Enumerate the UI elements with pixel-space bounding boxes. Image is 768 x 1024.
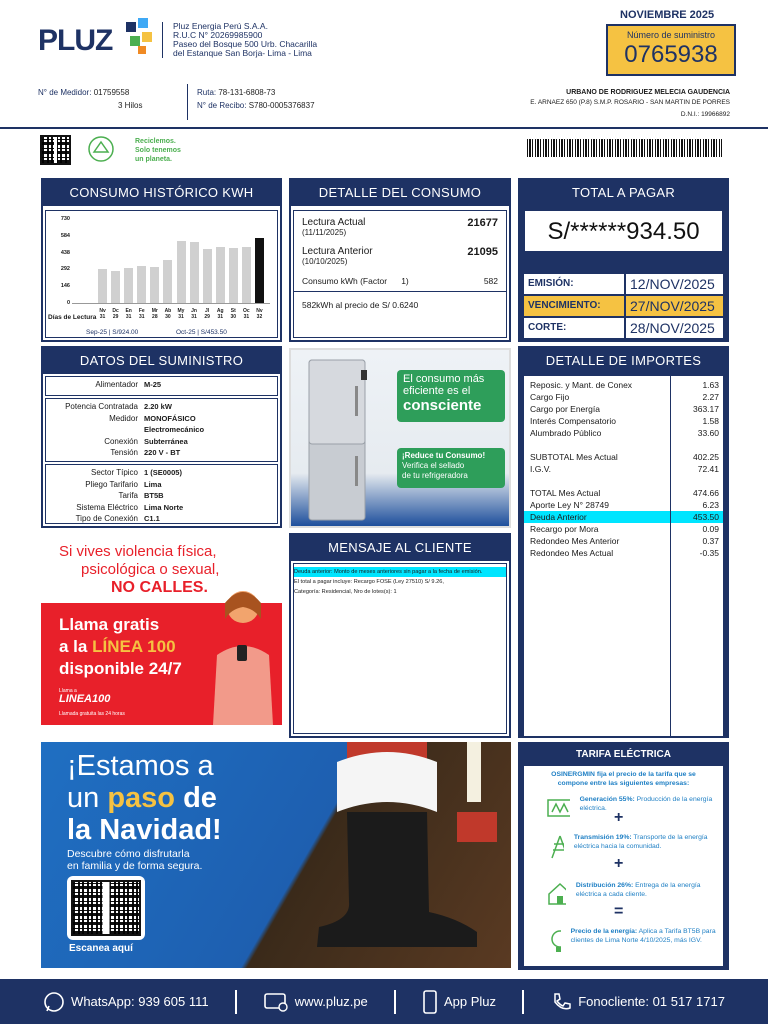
- barcode: [527, 139, 722, 157]
- x-tick-days: 31: [125, 314, 132, 320]
- supply-row-label: [46, 424, 144, 436]
- recycle-line3: un planeta.: [135, 156, 172, 163]
- x-axis-labels: [96, 308, 266, 322]
- x-tick-month: Jl: [205, 308, 210, 314]
- customer-dni: D.N.I.: 19966892: [680, 111, 730, 118]
- chart-bar: [242, 247, 251, 303]
- xmas-line2a: un: [67, 782, 108, 814]
- supply-row-label: Alimentador: [95, 380, 138, 389]
- linea100-logo-sub: Llamada gratuita las 24 horas: [59, 711, 125, 717]
- supply-row: [46, 413, 277, 425]
- import-label: Alumbrado Público: [530, 428, 602, 438]
- fridge-ad: [289, 348, 511, 528]
- fridge-cta-box: [397, 448, 505, 488]
- detail-panel: [289, 178, 511, 342]
- cut-label: CORTE:: [524, 318, 624, 338]
- supply-row-value: 2.20 kW: [144, 402, 172, 411]
- x-tick-label: [240, 308, 253, 320]
- supply-row-value: BT5B: [144, 491, 164, 500]
- emission-label: EMISIÓN:: [524, 274, 624, 294]
- web-icon: [263, 991, 289, 1013]
- supply-row-label: Tarifa: [118, 491, 138, 500]
- recycle-line2: Solo tenemos: [135, 147, 181, 154]
- chart-axis-line: [72, 303, 270, 304]
- previous-reading-label: Lectura Anterior: [302, 246, 373, 257]
- import-label: Redondeo Mes Anterior: [530, 536, 620, 546]
- tariff-pre-row: [546, 928, 716, 954]
- chart-bar: [163, 260, 172, 303]
- import-label: SUBTOTAL Mes Actual: [530, 452, 618, 462]
- x-tick-month: Oc: [243, 308, 250, 314]
- import-label: Cargo por Energía: [530, 404, 600, 414]
- footer-whatsapp[interactable]: [43, 991, 209, 1013]
- x-tick-label: [227, 308, 240, 320]
- import-row: [524, 499, 723, 511]
- tariff-gen-row: [546, 796, 716, 818]
- supply-row-label: Sistema Eléctrico: [76, 502, 138, 512]
- import-label: I.G.V.: [530, 464, 551, 474]
- footer-whatsapp-text: WhatsApp: 939 605 111: [71, 994, 209, 1009]
- supply-row: [46, 401, 277, 413]
- import-row: [524, 403, 723, 415]
- detail-body: [293, 210, 507, 338]
- x-tick-month: Nv: [99, 308, 106, 314]
- import-row: [524, 487, 723, 499]
- x-tick-month: My: [177, 308, 185, 314]
- supply-row-value: Electromecánico: [144, 425, 205, 434]
- imports-panel: [518, 346, 729, 738]
- footer-divider-2: [394, 990, 396, 1014]
- violence-line2: psicológica o sexual,: [81, 561, 220, 578]
- import-value: 33.60: [697, 428, 719, 438]
- kwh-label: Consumo kWh (Factor 1): [302, 276, 409, 286]
- tariff-gen-text: Producción de la energía eléctrica.: [579, 796, 713, 812]
- generation-icon: [546, 796, 570, 818]
- chart-bar: [124, 268, 133, 303]
- violence-line5a: a la: [59, 637, 93, 656]
- supply-row: [46, 513, 277, 525]
- supply-row: [46, 424, 277, 436]
- imports-body: [524, 376, 723, 736]
- tariff-panel: [518, 742, 729, 970]
- recycle-line1: Reciclemos.: [135, 138, 176, 145]
- chart-bar: [177, 241, 186, 303]
- due-row: [524, 296, 723, 316]
- x-tick-label: [214, 308, 227, 320]
- import-label: Aporte Ley N° 28749: [530, 500, 610, 510]
- tariff-plus-2: +: [614, 855, 624, 872]
- y-tick-label: 584: [60, 232, 70, 239]
- x-tick-days: 31: [217, 314, 223, 320]
- cut-date: 28/NOV/2025: [624, 318, 723, 338]
- previous-reading-row: [302, 246, 498, 266]
- total-panel: [518, 178, 729, 342]
- x-tick-month: Nv: [256, 308, 263, 314]
- supply-group-3: [45, 464, 278, 524]
- footer-app-text: App Pluz: [443, 994, 497, 1009]
- x-tick-days: 29: [204, 314, 210, 320]
- tariff-pre-text: Aplica a Tarifa BT5B para clientes de Lima Norte 4/10/2025, más IGV.: [570, 928, 716, 944]
- refrigerator-icon: [303, 356, 373, 526]
- brand-wordmark: PLUZ: [38, 24, 113, 57]
- xmas-sub2: en familia y de forma segura.: [67, 860, 203, 872]
- xmas-qr-frame: [67, 876, 145, 940]
- supply-group-2: [45, 398, 278, 462]
- tariff-body: [524, 766, 723, 966]
- imports-group-2: [524, 451, 723, 475]
- total-amount-box: [524, 210, 723, 252]
- x-tick-days: 30: [165, 314, 171, 320]
- import-value: 402.25: [693, 452, 719, 462]
- violence-line4: Llama gratis: [59, 615, 160, 634]
- meter-info: [38, 86, 142, 112]
- y-tick-label: 438: [60, 249, 70, 256]
- chart-bar: [255, 238, 264, 303]
- x-tick-days: 32: [256, 314, 263, 320]
- fridge-line3: consciente: [403, 397, 482, 414]
- supply-row-label: Pliego Tarifario: [85, 479, 138, 489]
- imports-value-divider: [670, 376, 671, 736]
- route-info: [197, 86, 315, 112]
- message-line1: Deuda anterior: Monto de meses anteriores sin pagar a la fecha de emisión.: [294, 567, 506, 577]
- cut-row: [524, 318, 723, 338]
- x-tick-month: St: [230, 308, 236, 314]
- history-note-right: Oct-25 | S/453.50: [176, 329, 227, 336]
- supply-row: [46, 479, 277, 491]
- supply-row: [46, 502, 277, 514]
- import-value: 2.27: [702, 392, 719, 402]
- import-value: 0.09: [702, 524, 719, 534]
- supply-row: [46, 436, 277, 448]
- customer-name: URBANO DE RODRIGUEZ MELECIA GAUDENCIA: [566, 89, 730, 96]
- x-tick-label: [135, 308, 148, 320]
- billing-period: NOVIEMBRE 2025: [620, 9, 715, 21]
- violence-line5: [59, 637, 176, 657]
- supply-number-label: Número de suministro: [626, 30, 716, 40]
- footer-app[interactable]: [422, 989, 496, 1015]
- previous-reading-date: (10/10/2025): [302, 257, 348, 266]
- history-chart-frame: [45, 210, 278, 338]
- import-label: TOTAL Mes Actual: [530, 488, 601, 498]
- y-tick-label: 292: [60, 266, 70, 273]
- import-value: 1.63: [702, 380, 719, 390]
- recycle-message: [135, 137, 181, 164]
- import-row: [524, 451, 723, 463]
- previous-reading-value: 21095: [467, 246, 498, 258]
- current-reading-label: Lectura Actual: [302, 217, 366, 228]
- supply-row-label: Sector Típico: [91, 468, 138, 477]
- supply-row-label: Potencia Contratada: [65, 402, 138, 411]
- supply-row-value: Lima Norte: [144, 502, 184, 512]
- x-tick-month: Jn: [191, 308, 197, 314]
- phone-app-icon: [422, 989, 438, 1015]
- supply-title: DATOS DEL SUMINISTRO: [43, 348, 280, 374]
- tariff-plus-1: +: [614, 809, 624, 826]
- supply-row-value: C1.1: [144, 514, 160, 523]
- import-row: [524, 547, 723, 559]
- xmas-line3: la Navidad!: [67, 814, 222, 846]
- supply-row-label: Tipo de Conexión: [75, 514, 138, 523]
- import-label: Cargo Fijo: [530, 392, 570, 402]
- whatsapp-icon: [43, 991, 65, 1013]
- x-tick-label: [253, 308, 266, 320]
- message-line2: El total a pagar incluye: Recargo FOSE (Ley 27510) S/ 9.26,: [294, 579, 444, 585]
- import-value: 1.58: [702, 416, 719, 426]
- footer-bar: [0, 979, 768, 1024]
- history-note-left: Sep-25 | S/924.00: [86, 329, 139, 336]
- tariff-tra-bold: Transmisión 19%:: [573, 834, 632, 841]
- tariff-tra-text: Transporte de la energía eléctrica hacia la comunidad.: [573, 834, 708, 850]
- fridge-cta3: de tu refrigeradora: [402, 471, 468, 480]
- company-address-line1: Paseo del Bosque 500 Urb. Chacarilla: [173, 39, 318, 49]
- x-tick-label: [109, 308, 122, 320]
- detail-divider: [294, 291, 506, 292]
- header-rule: [0, 127, 768, 129]
- current-reading-value: 21677: [467, 217, 498, 229]
- x-tick-label: [161, 308, 174, 320]
- supply-row: [46, 490, 277, 502]
- days-label: Días de Lectura: [48, 314, 97, 321]
- due-date: 27/NOV/2025: [624, 296, 723, 316]
- x-tick-label: [201, 308, 214, 320]
- emission-row: [524, 274, 723, 294]
- x-tick-days: 29: [112, 314, 119, 320]
- linea100-logo: LINEA100: [59, 693, 111, 705]
- tariff-gen-bold: Generación 55%:: [579, 796, 635, 803]
- receipt-label: N° de Recibo:: [197, 101, 247, 110]
- header-divider: [162, 22, 163, 58]
- violence-ad: [41, 533, 282, 725]
- tariff-equals: =: [614, 903, 624, 920]
- imports-group-3: [524, 487, 723, 559]
- import-row: [524, 535, 723, 547]
- supply-row-value: 220 V - BT: [144, 448, 181, 457]
- recycle-icon: [84, 134, 118, 164]
- supply-row: [46, 447, 277, 459]
- chart-bar: [111, 271, 120, 303]
- chart-bar: [216, 247, 225, 303]
- supply-row: [46, 379, 277, 391]
- tariff-tra-row: [546, 834, 716, 860]
- supply-row-value: Subterránea: [144, 436, 188, 446]
- customer-address: E. ARNAEZ 650 (P.8) S.M.P. ROSARIO - SAN MARTIN DE PORRES: [530, 99, 730, 106]
- x-tick-days: 31: [138, 314, 145, 320]
- supply-panel: [41, 346, 282, 528]
- imports-group-1: [524, 379, 723, 439]
- customer-info: [530, 88, 730, 120]
- x-tick-label: [122, 308, 135, 320]
- emission-date: 12/NOV/2025: [624, 274, 723, 294]
- house-icon: [546, 882, 566, 906]
- footer-phone-text: Fonocliente: 01 517 1717: [578, 994, 725, 1009]
- import-value: 363.17: [693, 404, 719, 414]
- transmission-tower-icon: [546, 834, 564, 860]
- fridge-cta2: Verifica el sellado: [402, 461, 465, 470]
- route-label: Ruta:: [197, 88, 217, 97]
- y-tick-label: 730: [60, 216, 70, 222]
- fridge-headline-box: [397, 370, 505, 422]
- import-label: Interés Compensatorio: [530, 416, 616, 426]
- x-tick-month: Fe: [138, 308, 145, 314]
- xmas-qr-code: [71, 880, 141, 936]
- x-tick-label: [188, 308, 201, 320]
- import-label: Reposic. y Mant. de Conex: [530, 380, 633, 390]
- price-note: 582kWh al precio de S/ 0.6240: [302, 300, 419, 310]
- x-tick-label: [96, 308, 109, 320]
- tariff-pre-bold: Precio de la energía:: [570, 928, 638, 935]
- xmas-line2: [67, 782, 217, 815]
- meter-wires: 3 Hilos: [118, 101, 143, 110]
- kwh-value: 582: [483, 276, 498, 286]
- tariff-dis-bold: Distribución 26%:: [575, 882, 634, 889]
- x-tick-days: 30: [230, 314, 237, 320]
- x-tick-month: Mr: [151, 308, 158, 314]
- footer-web-text: www.pluz.pe: [294, 994, 368, 1009]
- import-value: 453.50: [693, 512, 719, 522]
- x-tick-month: Dc: [112, 308, 119, 314]
- header-qr-code: [40, 135, 71, 165]
- xmas-scan-label: Escanea aquí: [69, 943, 133, 954]
- xmas-line2c: de: [175, 782, 217, 814]
- receipt-value: S780-0005376837: [248, 101, 315, 110]
- supply-group-1: [45, 376, 278, 396]
- total-amount: S/******934.50: [547, 218, 700, 245]
- y-tick-label: 146: [60, 283, 70, 290]
- company-name: Pluz Energia Perú S.A.A.: [173, 21, 268, 31]
- import-label: Recargo por Mora: [530, 524, 599, 534]
- import-value: 474.66: [693, 488, 719, 498]
- violence-line5b: LÍNEA 100: [92, 637, 176, 656]
- violence-line3: NO CALLES.: [111, 579, 208, 596]
- christmas-ad: [41, 742, 511, 968]
- route-value: 78-131-6808-73: [218, 88, 276, 97]
- supply-row-label: Medidor: [109, 413, 138, 423]
- x-tick-month: En: [125, 308, 132, 314]
- supply-number-box: [606, 24, 736, 76]
- company-address-line2: del Estanque San Borja- Lima - Lima: [173, 48, 312, 58]
- lightbulb-icon: [546, 928, 561, 954]
- footer-divider-1: [235, 990, 237, 1014]
- supply-row-value: Lima: [144, 479, 162, 489]
- x-tick-days: 31: [243, 314, 250, 320]
- meter-divider: [187, 84, 188, 120]
- x-tick-days: 31: [99, 314, 106, 320]
- import-row: [524, 511, 723, 523]
- meter-value: 01759558: [93, 88, 130, 97]
- supply-row-value: MONOFÁSICO: [144, 413, 196, 423]
- x-tick-days: 28: [152, 314, 158, 320]
- history-panel: [41, 178, 282, 342]
- violence-line6: disponible 24/7: [59, 659, 182, 678]
- meter-label: N° de Medidor:: [38, 88, 92, 97]
- tariff-dis-row: [546, 882, 716, 906]
- chart-bar: [150, 267, 159, 303]
- footer-divider-3: [522, 990, 524, 1014]
- import-row: [524, 523, 723, 535]
- chart-bars: [96, 221, 266, 303]
- chart-bar: [137, 266, 146, 303]
- x-tick-month: Ag: [216, 308, 224, 314]
- supply-row-value: 1 (SE0005): [144, 468, 182, 477]
- fridge-line2: eficiente es el: [403, 385, 471, 397]
- import-row: [524, 391, 723, 403]
- import-value: 6.23: [702, 500, 719, 510]
- linea100-logo-top: Llama a: [59, 688, 77, 694]
- detail-title: DETALLE DEL CONSUMO: [291, 180, 509, 206]
- chart-bar: [229, 248, 238, 303]
- import-label: Deuda Anterior: [530, 512, 587, 522]
- due-label: VENCIMIENTO:: [524, 296, 624, 316]
- imports-title: DETALLE DE IMPORTES: [520, 348, 727, 374]
- message-line3: Categoría: Residencial, Nro de lotes(s): 1: [294, 589, 397, 595]
- xmas-line1: ¡Estamos a: [67, 750, 214, 782]
- supply-number: 0765938: [624, 41, 718, 68]
- message-panel: [289, 533, 511, 738]
- import-row: [524, 415, 723, 427]
- total-title: TOTAL A PAGAR: [520, 180, 727, 206]
- supply-row-value: M-25: [144, 380, 162, 389]
- santa-boot-illustration: [307, 742, 497, 968]
- x-tick-label: [148, 308, 161, 320]
- supply-row-label: Tensión: [110, 448, 138, 457]
- chart-bar: [98, 269, 107, 303]
- violence-line1: Si vives violencia física,: [59, 543, 217, 560]
- tariff-title: TARIFA ELÉCTRICA: [576, 749, 671, 760]
- tariff-intro: OSINERGMIN fija el precio de la tarifa que se compone entre las siguientes empresas:: [551, 771, 696, 787]
- supply-row-label: Conexión: [104, 436, 138, 446]
- fridge-cta1: ¡Reduce tu Consumo!: [402, 451, 486, 460]
- x-tick-days: 31: [178, 314, 184, 320]
- company-ruc: R.U.C N° 20269985900: [173, 30, 263, 40]
- y-axis-ticks: [50, 216, 70, 306]
- chart-bar: [190, 242, 199, 303]
- fridge-line1: El consumo más: [403, 373, 485, 385]
- history-title: CONSUMO HISTÓRICO KWH: [43, 180, 280, 206]
- import-label: Redondeo Mes Actual: [530, 548, 614, 558]
- message-title: MENSAJE AL CLIENTE: [291, 535, 509, 561]
- current-reading-row: [302, 217, 498, 237]
- kwh-row: [302, 276, 498, 286]
- message-body: [293, 563, 507, 734]
- chart-bar: [203, 249, 212, 303]
- footer-phone[interactable]: [550, 991, 725, 1013]
- brand-symbol-icon: [122, 16, 158, 58]
- current-reading-date: (11/11/2025): [302, 228, 347, 237]
- xmas-line2b: paso: [107, 782, 176, 814]
- x-tick-label: [174, 308, 187, 320]
- supply-row: [46, 467, 277, 479]
- pluz-logo: [38, 22, 158, 62]
- y-tick-label: 0: [66, 300, 70, 306]
- import-value: 0.37: [702, 536, 719, 546]
- import-value: -0.35: [699, 548, 719, 558]
- xmas-sub1: Descubre cómo disfrutarla: [67, 848, 190, 860]
- import-row: [524, 427, 723, 439]
- footer-web[interactable]: [263, 991, 368, 1013]
- import-value: 72.41: [697, 464, 719, 474]
- x-tick-month: Ab: [164, 308, 172, 314]
- company-info: [173, 22, 317, 58]
- import-row: [524, 463, 723, 475]
- tariff-dis-text: Entrega de la energía eléctrica a cada cliente.: [575, 882, 701, 898]
- woman-with-phone-illustration: [203, 585, 282, 725]
- telephone-icon: [550, 991, 572, 1013]
- x-tick-days: 31: [191, 314, 197, 320]
- import-row: [524, 379, 723, 391]
